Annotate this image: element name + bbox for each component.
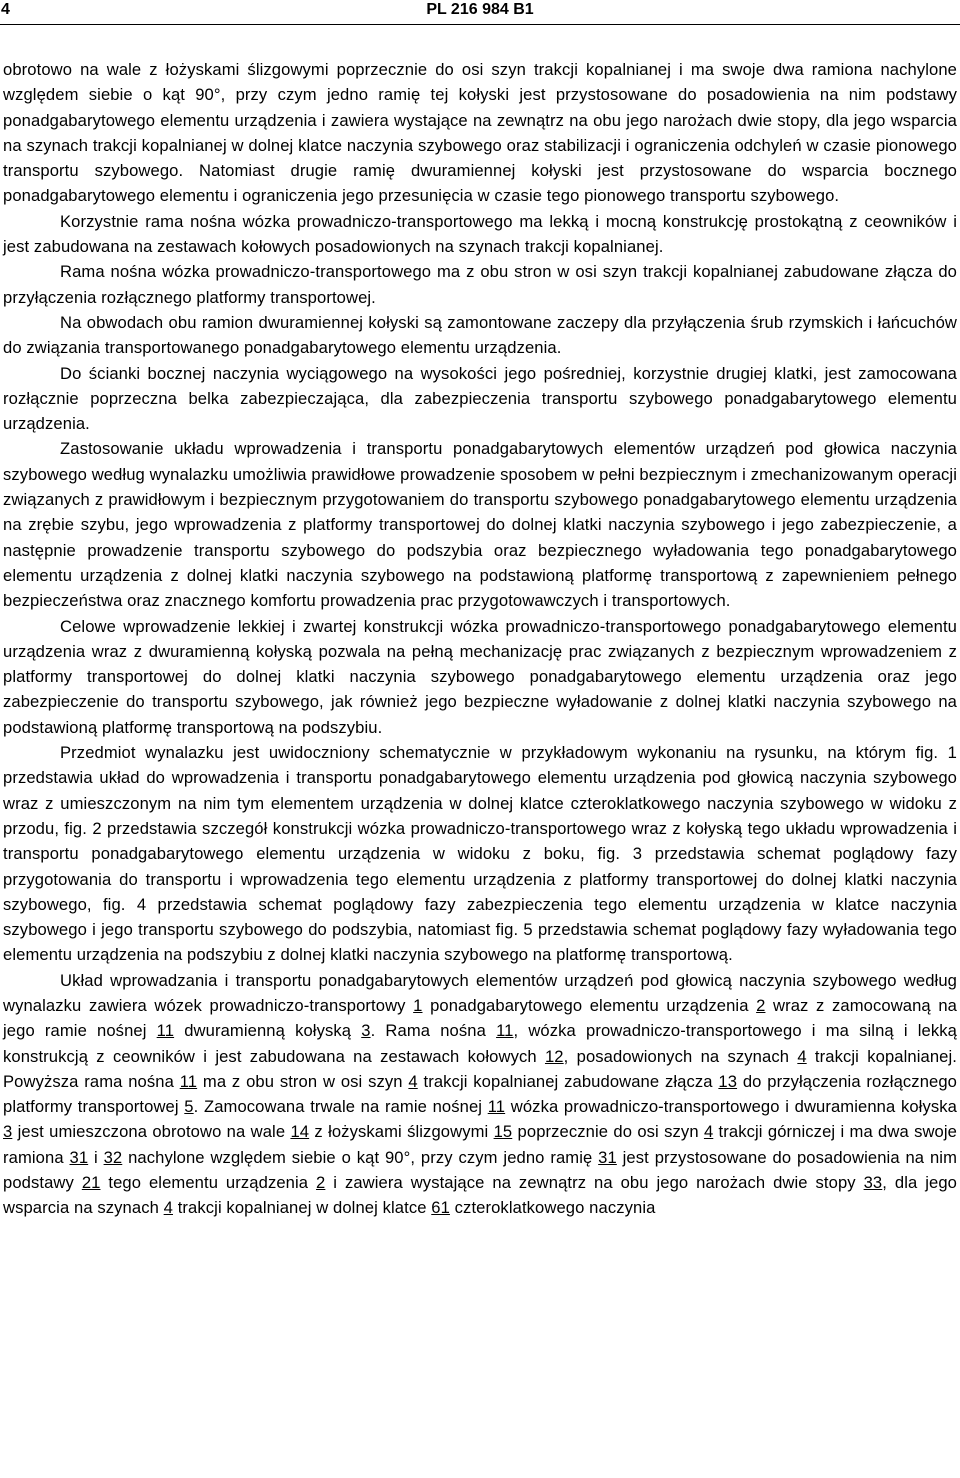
reference-numeral: 32 — [103, 1147, 123, 1167]
paragraph-text: Zastosowanie układu wprowadzenia i transportu ponadgabarytowych elementów urządzeń pod głowica naczynia szybowego według wynalazku umożliwia prawidłowe prowadzenie sposobem w pełni bezpiecznym i zmechanizowanym operacji związanych z prawidłowym i bezpiecznym przygotowaniem do transportu szybowego ponadgabarytowego elementu urządzenia na zrębie szybu, jego wprowadzenia z platformy transportowej do dolnej klatki naczynia szybowego i jego zabezpieczenie, a następnie prowadzenie transportu szybowego do podszybia oraz bezpiecznego wyładowania tego ponadgabarytowego elementu urządzenia z dolnej klatki naczynia szybowego na podstawioną platformę transportową z zapewnieniem pełnego bezpieczeństwa oraz znacznego komfortu prowadzenia prac przygotowawczych i transportowych. — [3, 439, 957, 611]
reference-numeral: 31 — [69, 1147, 89, 1167]
paragraph-text: . Rama nośna — [370, 1021, 497, 1041]
reference-numeral: 12 — [544, 1046, 564, 1066]
paragraph — [3, 436, 957, 613]
reference-numeral: 3 — [3, 1122, 13, 1142]
paragraph-text: do przyłączenia rozłącznego platformy transportowej — [3, 1071, 958, 1117]
paragraph-text: dwuramienną kołyską — [174, 1021, 362, 1041]
paragraph-text: Na obwodach obu ramion dwuramiennej kołyski są zamontowane zaczepy dla przyłączenia śrub rzymskich i łańcuchów do związania transportowanego ponadgabarytowego elementu urządzenia. — [3, 312, 957, 358]
paragraph — [3, 259, 957, 310]
reference-numeral: 4 — [703, 1122, 714, 1142]
reference-numeral: 15 — [493, 1122, 513, 1142]
patent-document-id: PL 216 984 B1 — [426, 1, 534, 18]
paragraph-text: wraz z zamocowaną na jego ramie nośnej — [3, 995, 957, 1041]
paragraph-text: i zawiera wystające na zewnątrz na obu jego narożach dwie stopy — [325, 1173, 864, 1193]
reference-numeral: 1 — [413, 995, 423, 1015]
reference-numeral: 5 — [184, 1097, 194, 1117]
paragraph — [3, 740, 957, 968]
paragraph-text: wózka prowadniczo-transportowego i dwuramienna kołyska — [505, 1097, 957, 1117]
paragraph-text: Rama nośna wózka prowadniczo-transportowego ma z obu stron w osi szyn trakcji kopalnianej zabudowane złącza do przyłączenia rozłącznego platformy transportowej. — [3, 262, 957, 307]
paragraph-text: czteroklatkowego naczynia — [449, 1198, 656, 1218]
paragraph-text: jest umieszczona obrotowo na wale — [12, 1122, 291, 1142]
reference-numeral: 2 — [316, 1173, 326, 1193]
paragraph-text: i — [88, 1147, 104, 1167]
paragraph-text: Przedmiot wynalazku jest uwidoczniony schematycznie w przykładowym wykonaniu na rysunku, na którym fig. 1 przedstawia układ do wprowadzenia i transportu ponadgabarytowego elementu urządzenia pod głowicą naczynia szybowego wraz z umieszczonym na nim tym elementem urządzenia w dolnej klatce czteroklatkowego naczynia szybowego w widoku z przodu, fig. 2 przedstawia szczegół konstrukcji wózka prowadniczo-transportowego wraz z kołyską tego układu wprowadzenia i transportu ponadgabarytowego elementu urządzenia w widoku z boku, fig. 3 przedstawia schemat poglądowy fazy przygotowania do transportu i wprowadzenia tego elementu urządzenia z platformy transportowej do dolnej klatki naczynia szybowego, fig. 4 przedstawia schemat poglądowy fazy zabezpieczenia tego elementu urządzenia w klatce naczynia szybowego i jego transportu szybowego do podszybia, natomiast fig. 5 przedstawia schemat poglądowy fazy wyładowania tego elementu urządzenia na podszybiu z dolnej klatki naczynia szybowego na platformę transportową. — [3, 743, 957, 965]
reference-numeral: 61 — [431, 1198, 450, 1218]
paragraph-text: obrotowo na wale z łożyskami ślizgowymi poprzecznie do osi szyn trakcji kopalnianej i ma swoje dwa ramiona nachylone względem siebie o kąt 90°, przy czym jedno ramię tej kołyski jest przystosowane do posadowienia na nim podstawy ponadgabarytowego elementu urządzenia i zawiera wystające na zewnątrz na obu jego narożach dwie stopy, dla jego wsparcia na szynach trakcji kopalnianej w dolnej klatce naczynia szybowego oraz stabilizacji i ograniczenia odchyleń w czasie pionowego transportu szybowego. Natomiast drugie ramię dwuramiennej kołyski jest przystosowane do wsparcia bocznego ponadgabarytowego elementu i ograniczenia jego przesunięcia w czasie tego pionowego transportu szybowego. — [3, 60, 957, 206]
reference-numeral: 4 — [163, 1198, 173, 1218]
paragraph-text: Celowe wprowadzenie lekkiej i zwartej konstrukcji wózka prowadniczo-transportowego ponadgabarytowego elementu urządzenia wraz z dwuramienną kołyską pozwala na pełną mechanizację prac związanych z bezpiecznym wprowadzeniem z platformy transportowej do dolnej klatki naczynia szybowego ponadgabarytowego elementu urządzenia oraz jego zabezpieczenie do transportu szybowego, jak również jego bezpieczne wyładowanie z dolnej klatki naczynia szybowego na podstawioną platformę transportową na podszybiu. — [3, 616, 957, 737]
paragraph-text: trakcji kopalnianej. Powyższa rama nośna — [3, 1046, 957, 1091]
paragraph-text: Do ścianki bocznej naczynia wyciągowego na wysokości jego pośredniej, korzystnie drugiej klatki, jest zamocowana rozłącznie poprzeczna belka zabezpieczająca, dla zabezpieczenia transportu szybowego ponadgabarytowego elementu urządzenia. — [3, 363, 957, 434]
reference-numeral: 21 — [81, 1173, 101, 1193]
paragraph — [3, 968, 957, 1221]
paragraph-text: Korzystnie rama nośna wózka prowadniczo-transportowego ma lekką i mocną konstrukcję prostokątną z ceowników i jest zabudowana na zestawach kołowych posadowionych na szynach trakcji kopalnianej. — [3, 211, 957, 257]
paragraph-text: poprzecznie do osi szyn — [512, 1122, 704, 1142]
paragraph-text: jest przystosowane do posadowienia na nim podstawy — [3, 1147, 957, 1193]
reference-numeral: 33 — [863, 1173, 883, 1193]
paragraph-text: , dla jego wsparcia na szynach — [3, 1173, 957, 1218]
reference-numeral: 3 — [361, 1021, 371, 1041]
reference-numeral: 11 — [496, 1021, 514, 1041]
paragraph-text: trakcji kopalnianej zabudowane złącza — [417, 1071, 719, 1091]
header-divider — [0, 24, 960, 25]
paragraph — [3, 361, 957, 437]
reference-numeral: 31 — [598, 1147, 617, 1167]
paragraph — [3, 209, 957, 260]
paragraph-text: . Zamocowana trwale na ramie nośnej — [193, 1097, 488, 1117]
reference-numeral: 11 — [179, 1071, 198, 1091]
reference-numeral: 11 — [487, 1097, 506, 1117]
paragraph-text: ma z obu stron w osi szyn — [197, 1071, 409, 1091]
document-body — [3, 57, 957, 1221]
paragraph-text: , wózka prowadniczo-transportowego i ma silną i lekką konstrukcją z ceowników i jest zabudowana na zestawach kołowych — [3, 1021, 958, 1066]
paragraph — [3, 614, 957, 740]
reference-numeral: 2 — [756, 995, 766, 1015]
reference-numeral: 13 — [718, 1071, 738, 1091]
reference-numeral: 11 — [156, 1021, 175, 1041]
paragraph-text: z łożyskami ślizgowymi — [309, 1122, 494, 1142]
paragraph-text: , posadowionych na szynach — [563, 1046, 798, 1066]
paragraph-text: Układ wprowadzania i transportu ponadgabarytowych elementów urządzeń pod głowicą naczynia szybowego według wynalazku zawiera wózek prowadniczo-transportowy — [3, 970, 957, 1015]
paragraph-text: trakcji górniczej i ma dwa swoje ramiona — [3, 1122, 958, 1167]
page-header — [0, 0, 960, 22]
paragraph — [3, 310, 957, 361]
paragraph-text: ponadgabarytowego elementu urządzenia — [422, 995, 757, 1015]
paragraph-text: tego elementu urządzenia — [100, 1173, 317, 1193]
reference-numeral: 4 — [408, 1071, 418, 1091]
paragraph-text: trakcji kopalnianej w dolnej klatce — [172, 1198, 432, 1218]
page-number: 4 — [1, 1, 10, 18]
paragraph-text: nachylone względem siebie o kąt 90°, przy czym jedno ramię — [122, 1147, 599, 1167]
reference-numeral: 14 — [290, 1122, 310, 1142]
reference-numeral: 4 — [797, 1046, 807, 1066]
paragraph — [3, 57, 957, 209]
